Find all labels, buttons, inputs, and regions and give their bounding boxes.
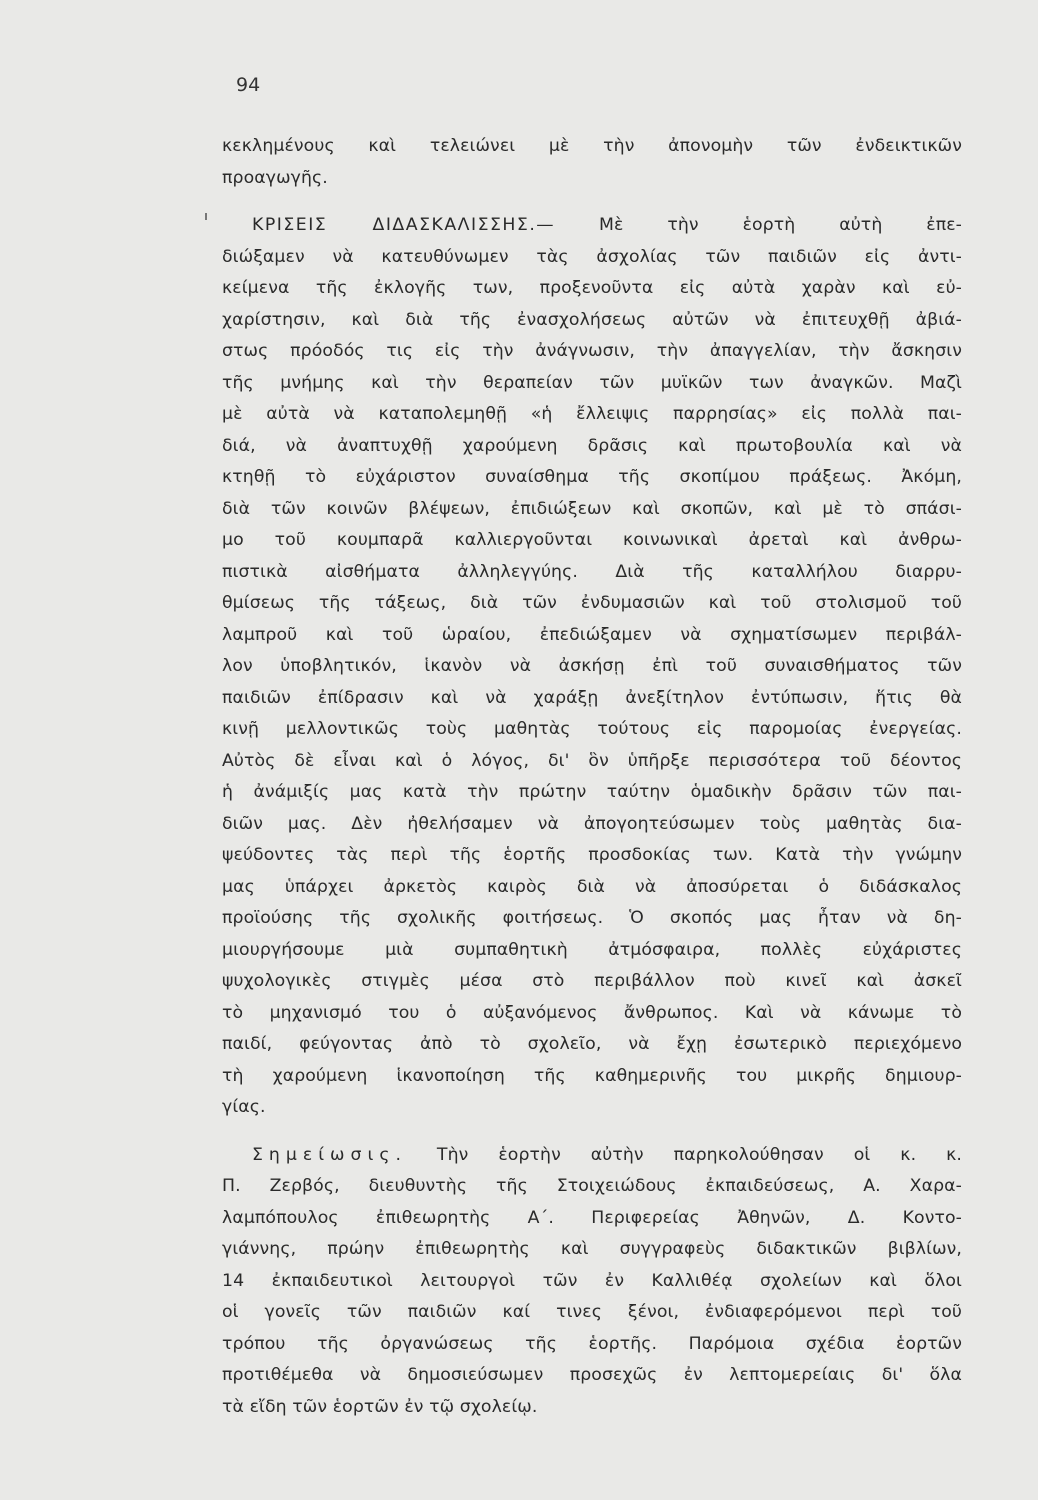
- text-line: προτιθέμεθα νὰ δημοσιεύσωμεν προσεχῶς ἐν λεπτομερείαις δι' ὅλα: [222, 1365, 962, 1385]
- text-line: παιδιῶν ἐπίδρασιν καὶ νὰ χαράξῃ ἀνεξίτηλον ἐντύπωσιν, ἥτις θὰ: [222, 687, 962, 708]
- text-line: γιάννης, πρώην ἐπιθεωρητὴς καὶ συγγραφεὺς διδακτικῶν βιβλίων,: [222, 1239, 962, 1259]
- text-line: μιουργήσουμε μιὰ συμπαθητικὴ ἀτμόσφαιρα, πολλὲς εὐχάριστες: [222, 939, 962, 960]
- text-line: θμίσεως τῆς τάξεως, διὰ τῶν ἐνδυμασιῶν καὶ τοῦ στολισμοῦ τοῦ: [222, 593, 962, 613]
- text-line: χαρίστησιν, καὶ διὰ τῆς ἐνασχολήσεως αὐτῶν νὰ ἐπιτευχθῇ ἀβιά-: [222, 309, 962, 330]
- text-line: τὸ μηχανισμό του ὁ αὐξανόμενος ἄνθρωπος. Καὶ νὰ κάνωμε τὸ: [222, 1002, 962, 1023]
- text-line: προϊούσης τῆς σχολικῆς φοιτήσεως. Ὁ σκοπός μας ἦταν νὰ δη-: [222, 908, 962, 928]
- section-first-line-text: Μὲ τὴν ἑορτὴ αὐτὴ ἐπε-: [599, 215, 962, 235]
- text-line: διώξαμεν νὰ κατευθύνωμεν τὰς ἀσχολίας τῶν παιδιῶν εἰς ἀντι-: [222, 246, 962, 267]
- text-line: οἱ γονεῖς τῶν παιδιῶν καί τινες ξένοι, ἐνδιαφερόμενοι περὶ τοῦ: [222, 1302, 962, 1322]
- text-line: κινῇ μελλοντικῶς τοὺς μαθητὰς τούτους εἰς παρομοίας ἐνεργείας.: [222, 719, 962, 739]
- text-line: κτηθῇ τὸ εὐχάριστον συναίσθημα τῆς σκοπίμου πράξεως. Ἀκόμη,: [222, 467, 962, 487]
- text-line: κείμενα τῆς ἐκλογῆς των, προξενοῦντα εἰς αὐτὰ χαρὰν καὶ εὐ-: [222, 278, 962, 298]
- text-line: 14 ἐκπαιδευτικοὶ λειτουργοὶ τῶν ἐν Καλλιθέᾳ σχολείων καὶ ὅλοι: [222, 1270, 962, 1291]
- text-line: παιδί, φεύγοντας ἀπὸ τὸ σχολεῖο, νὰ ἔχῃ ἐσωτερικὸ περιεχόμενο: [222, 1034, 962, 1054]
- text-line: ψεύδοντες τὰς περὶ τῆς ἑορτῆς προσδοκίας των. Κατὰ τὴν γνώμην: [222, 845, 962, 865]
- text-line: πιστικὰ αἰσθήματα ἀλληλεγγύης. Διὰ τῆς καταλλήλου διαρρυ-: [222, 561, 962, 582]
- text-line: τὰ εἴδη τῶν ἑορτῶν ἐν τῷ σχολείῳ.: [222, 1396, 538, 1417]
- margin-speck: [205, 213, 207, 220]
- text-line: προαγωγῆς.: [222, 167, 328, 188]
- page-text: [222, 131, 962, 1423]
- text-line: Αὐτὸς δὲ εἶναι καὶ ὁ λόγος, δι' ὃν ὑπῆρξε περισσότερα τοῦ δέοντος: [222, 750, 962, 771]
- section-first-line: [222, 210, 962, 242]
- text-line: ψυχολογικὲς στιγμὲς μέσα στὸ περιβάλλον ποὺ κινεῖ καὶ ἀσκεῖ: [222, 971, 962, 991]
- paragraph-gap: [222, 1124, 962, 1140]
- text-line: μο τοῦ κουμπαρᾶ καλλιεργοῦνται κοινωνικαὶ ἀρεταὶ καὶ ἀνθρω-: [222, 530, 962, 550]
- notes-label: Σημείωσις.: [252, 1144, 407, 1165]
- section-heading: ΚΡΙΣΕΙΣ ΔΙΔΑΣΚΑΛΙΣΣΗΣ.—: [252, 215, 556, 235]
- text-line: διά, νὰ ἀναπτυχθῇ χαρούμενη δρᾶσις καὶ πρωτοβουλία καὶ νὰ: [222, 435, 962, 456]
- paragraph-gap: [222, 194, 962, 210]
- text-line: τὴ χαρούμενη ἱκανοποίηση τῆς καθημερινῆς του μικρῆς δημιουρ-: [222, 1065, 962, 1086]
- text-line: γίας.: [222, 1097, 266, 1117]
- text-line: λαμπροῦ καὶ τοῦ ὡραίου, ἐπεδιώξαμεν νὰ σχηματίσωμεν περιβάλ-: [222, 624, 962, 645]
- notes-first-line: [222, 1140, 962, 1172]
- text-line: μὲ αὐτὰ νὰ καταπολεμηθῇ «ἡ ἔλλειψις παρρησίας» εἰς πολλὰ παι-: [222, 404, 962, 424]
- page-number: 94: [236, 74, 261, 96]
- text-line: κεκλημένους καὶ τελειώνει μὲ τὴν ἀπονομὴν τῶν ἐνδεικτικῶν: [222, 136, 962, 156]
- text-line: ἡ ἀνάμιξίς μας κατὰ τὴν πρώτην ταύτην ὁμαδικὴν δρᾶσιν τῶν παι-: [222, 782, 962, 802]
- text-line: διὰ τῶν κοινῶν βλέψεων, ἐπιδιώξεων καὶ σκοπῶν, καὶ μὲ τὸ σπάσι-: [222, 498, 962, 519]
- text-line: Π. Ζερβός, διευθυντὴς τῆς Στοιχειώδους ἐκπαιδεύσεως, Α. Χαρα-: [222, 1176, 962, 1196]
- text-line: λαμπόπουλος ἐπιθεωρητὴς Α΄. Περιφερείας Ἀθηνῶν, Δ. Κοντο-: [222, 1207, 962, 1228]
- text-line: μας ὑπάρχει ἀρκετὸς καιρὸς διὰ νὰ ἀποσύρεται ὁ διδάσκαλος: [222, 876, 962, 897]
- text-line: τρόπου τῆς ὀργανώσεως τῆς ἑορτῆς. Παρόμοια σχέδια ἑορτῶν: [222, 1333, 962, 1354]
- text-line: στως πρόοδός τις εἰς τὴν ἀνάγνωσιν, τὴν ἀπαγγελίαν, τὴν ἄσκησιν: [222, 341, 962, 361]
- notes-first-line-text: Τὴν ἑορτὴν αὐτὴν παρηκολούθησαν οἱ κ. κ.: [436, 1144, 963, 1165]
- text-line: διῶν μας. Δὲν ἠθελήσαμεν νὰ ἀπογοητεύσωμεν τοὺς μαθητὰς δια-: [222, 813, 962, 834]
- text-line: λον ὑποβλητικόν, ἱκανὸν νὰ ἀσκήσῃ ἐπὶ τοῦ συναισθήματος τῶν: [222, 656, 962, 676]
- text-line: τῆς μνήμης καὶ τὴν θεραπείαν τῶν μυϊκῶν των ἀναγκῶν. Μαζὶ: [222, 372, 962, 393]
